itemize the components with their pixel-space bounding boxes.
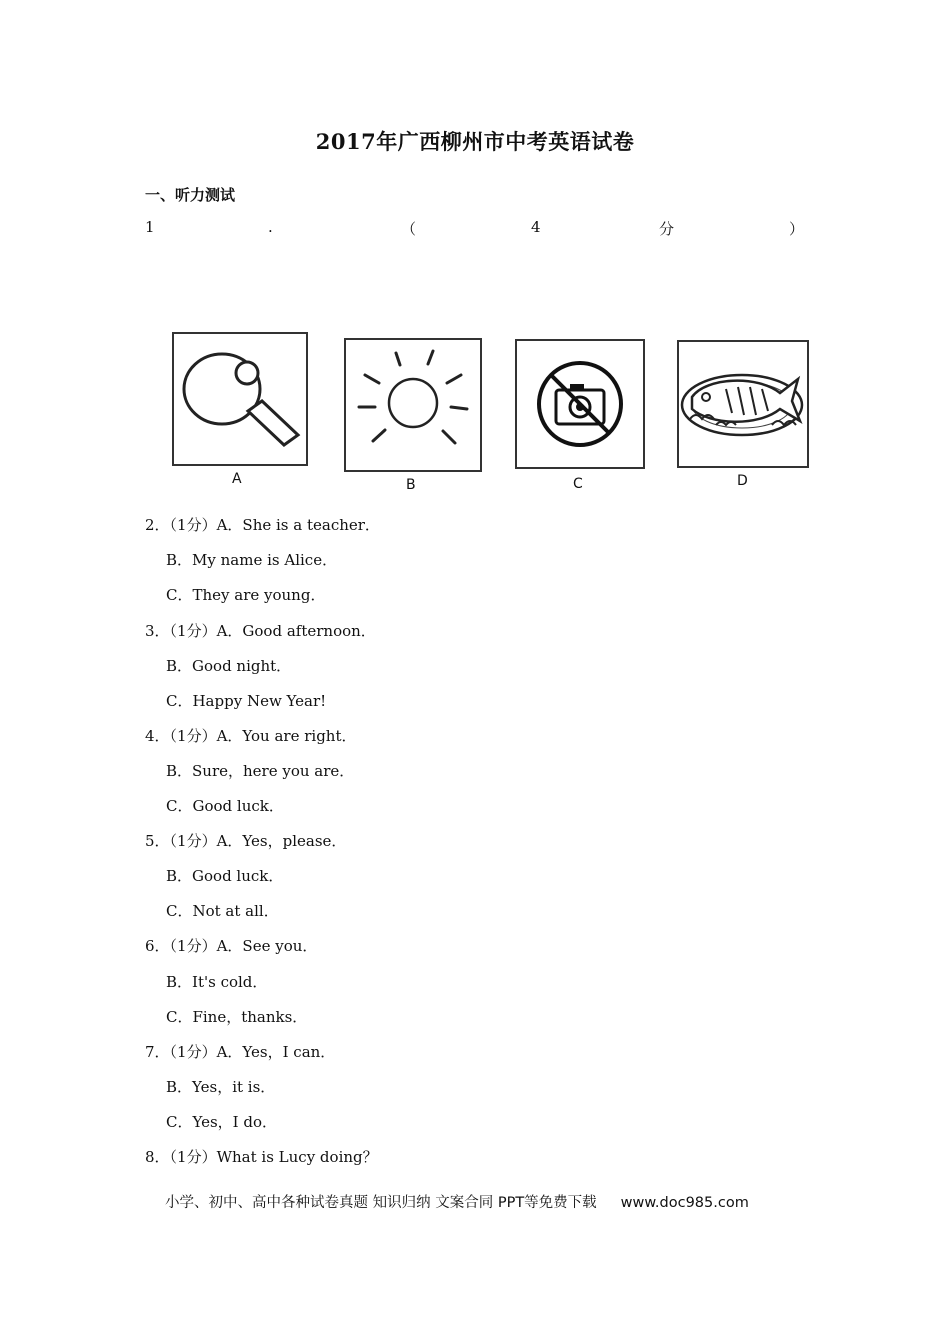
no-camera-icon	[514, 338, 646, 472]
ping-pong-paddle-icon	[170, 331, 310, 469]
q1-rparen: ）	[789, 220, 805, 238]
q2-option-a: 2．（1分）A．She is a teacher．	[145, 516, 380, 534]
q4-option-b: B．Sure，here you are．	[166, 762, 355, 780]
q5-option-c: C．Not at all．	[166, 902, 279, 920]
q8-question: 8．（1分）What is Lucy doing？	[145, 1148, 378, 1166]
picture-label-b: B	[406, 477, 416, 493]
picture-label-a: A	[232, 471, 242, 487]
q6-option-a: 6．（1分）A．See you．	[145, 937, 318, 955]
q3-option-c: C．Happy New Year!	[166, 692, 327, 710]
q3-option-a: 3．（1分）A．Good afternoon．	[145, 622, 376, 640]
q7-option-a: 7．（1分）A．Yes，I can．	[145, 1043, 336, 1061]
q4-option-a: 4．（1分）A．You are right．	[145, 727, 357, 745]
q1-points: 4	[531, 218, 541, 236]
q1-dot: .	[268, 218, 273, 236]
q4-option-c: C．Good luck．	[166, 797, 284, 815]
q1-lparen: （	[401, 220, 417, 238]
q6-option-c: C．Fine，thanks．	[166, 1008, 308, 1026]
q1-unit: 分	[659, 220, 675, 238]
section-heading: 一、听力测试	[145, 186, 236, 204]
footer	[165, 1191, 749, 1212]
q5-option-b: B．Good luck．	[166, 867, 284, 885]
page-title: 2017年广西柳州市中考英语试卷	[315, 129, 635, 154]
q6-option-b: B．It's cold．	[166, 973, 268, 991]
q7-option-b: B．Yes，it is．	[166, 1078, 276, 1096]
q5-option-a: 5．（1分）A．Yes，please．	[145, 832, 347, 850]
fish-dish-icon	[676, 339, 810, 469]
q2-option-b: B．My name is Alice．	[166, 551, 338, 569]
picture-label-d: D	[737, 473, 748, 489]
q1-number: 1	[145, 218, 155, 236]
footer-text: 小学、初中、高中各种试卷真题 知识归纳 文案合同 PPT等免费下载	[165, 1195, 597, 1211]
sun-icon	[343, 337, 483, 475]
q2-option-c: C．They are young．	[166, 586, 326, 604]
q3-option-b: B．Good night．	[166, 657, 292, 675]
picture-label-c: C	[573, 476, 583, 492]
q7-option-c: C．Yes，I do．	[166, 1113, 277, 1131]
footer-url[interactable]: www.doc985.com	[620, 1195, 749, 1211]
q1-pictures	[160, 325, 820, 500]
